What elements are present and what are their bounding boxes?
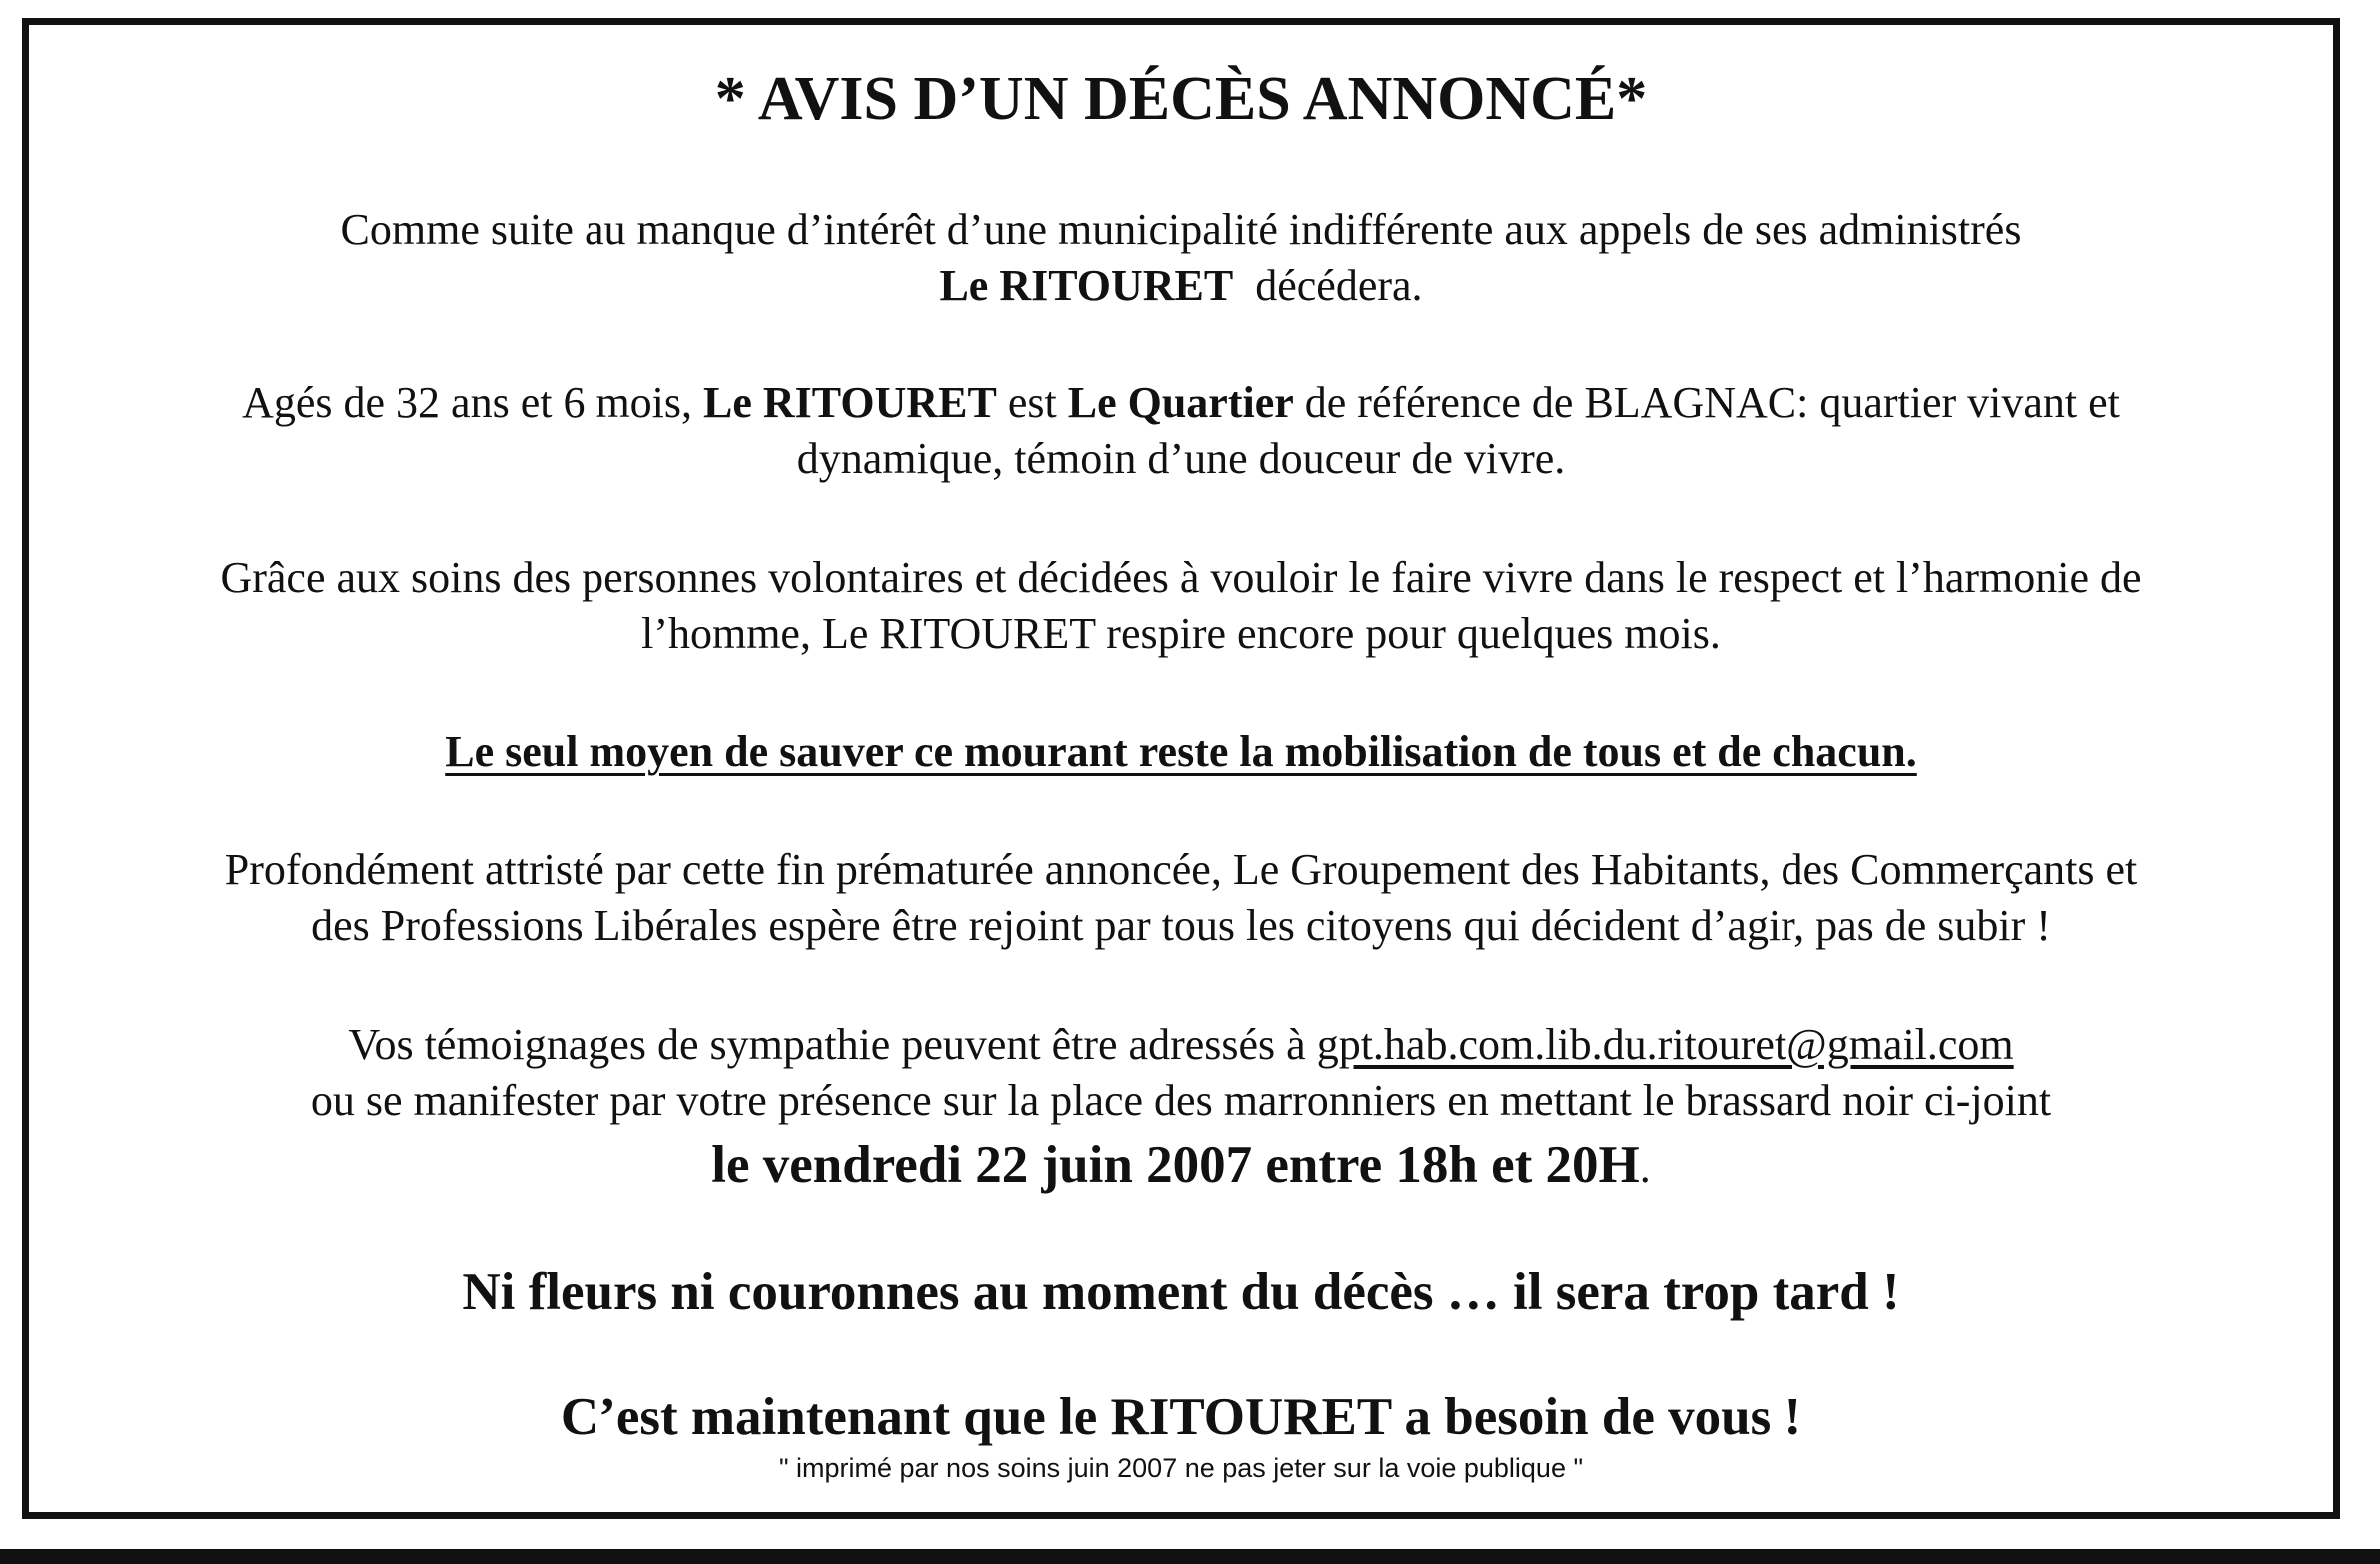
closing-line-2: C’est maintenant que le RITOURET a besoin de vous ! (560, 1388, 1802, 1446)
contact-email-link[interactable]: gpt.hab.com.lib.du.ritouret@gmail.com (1316, 1020, 2014, 1069)
deceased-text: décédera. (1255, 261, 1423, 310)
ritouret-name: Le RITOURET (703, 378, 997, 427)
notice-title: * AVIS D’UN DÉCÈS ANNONCÉ* (714, 65, 1648, 133)
testimony-text: Vos témoignages de sympathie peuvent être adressés à (348, 1020, 1306, 1069)
paragraph-4-line-1: Profondément attristé par cette fin prématurée annoncée, Le Groupement des Habitants, des Commerçants et (224, 845, 2138, 894)
quartier-label: Le Quartier (1067, 378, 1294, 427)
paragraph-4-line-2: des Professions Libérales espère être rejoint par tous les citoyens qui décident d’agir, pas de subir ! (311, 901, 2051, 950)
call-to-action (22, 724, 2340, 780)
closing-line-1: Ni fleurs ni couronnes au moment du décès … il sera trop tard ! (462, 1263, 1900, 1321)
paragraph-5-line-1 (22, 1017, 2340, 1073)
reference-text: de référence de BLAGNAC: quartier vivant et (1304, 378, 2120, 427)
paragraph-3-line-1: Grâce aux soins des personnes volontaires et décidées à vouloir le faire vivre dans le respect et l’harmonie de (220, 553, 2142, 602)
event-date-period: . (1639, 1143, 1651, 1192)
bottom-rule (0, 1549, 2380, 1564)
call-to-action-text: Le seul moyen de sauver ce mourant reste la mobilisation de tous et de chacun. (445, 727, 1917, 776)
paragraph-3-line-2: l’homme, Le RITOURET respire encore pour quelques mois. (641, 609, 1721, 658)
print-notice-footer: " imprimé par nos soins juin 2007 ne pas jeter sur la voie publique " (778, 1453, 1584, 1483)
paragraph-1-line-1: Comme suite au manque d’intérêt d’une municipalité indifférente aux appels de ses administrés (340, 205, 2022, 254)
event-date-line (22, 1132, 2340, 1201)
paragraph-1-line-2 (22, 258, 2340, 314)
paragraph-5-line-2: ou se manifester par votre présence sur la place des marronniers en mettant le brassard noir ci-joint (310, 1076, 2052, 1125)
connector-text: est (1007, 378, 1057, 427)
ritouret-name: Le RITOURET (939, 261, 1234, 310)
age-text: Agés de 32 ans et 6 mois, (242, 378, 693, 427)
event-date: le vendredi 22 juin 2007 entre 18h et 20H (711, 1136, 1640, 1194)
paragraph-2-line-1 (22, 375, 2340, 431)
paragraph-2-line-2: dynamique, témoin d’une douceur de vivre. (796, 434, 1566, 483)
